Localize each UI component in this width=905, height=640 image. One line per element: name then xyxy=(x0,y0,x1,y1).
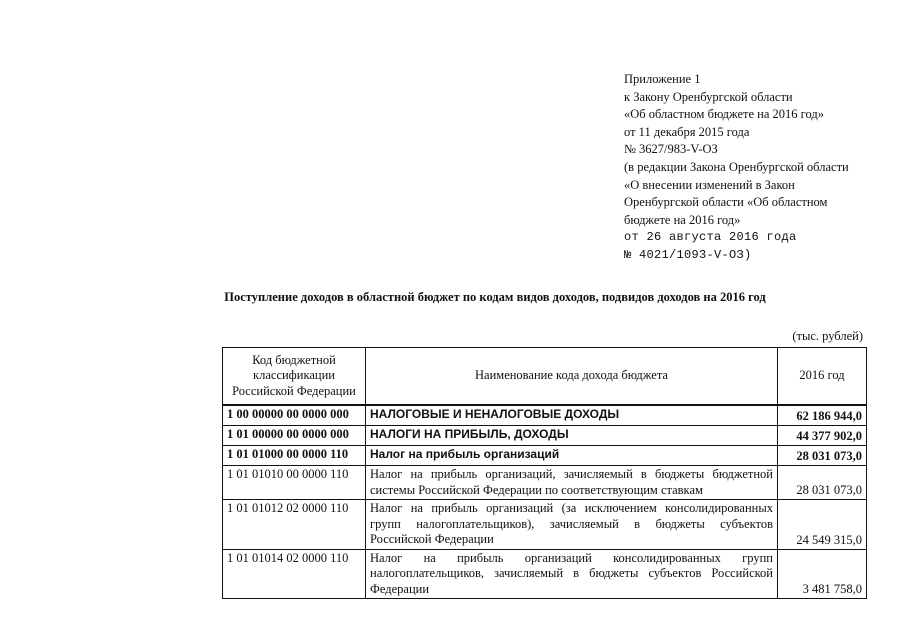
row-amount: 44 377 902,0 xyxy=(778,426,867,446)
table-row xyxy=(223,405,867,426)
header-name: Наименование кода дохода бюджета xyxy=(366,348,778,406)
row-amount: 62 186 944,0 xyxy=(778,405,867,426)
row-code: 1 01 01010 00 0000 110 xyxy=(223,466,366,500)
appendix-line: (в редакции Закона Оренбургской области xyxy=(624,159,849,174)
appendix-line: № 3627/983-V-ОЗ xyxy=(624,142,718,157)
typed-date: от 26 августа 2016 года xyxy=(624,230,797,245)
row-name: НАЛОГОВЫЕ И НЕНАЛОГОВЫЕ ДОХОДЫ xyxy=(366,405,778,426)
table-row xyxy=(223,446,867,466)
row-code: 1 01 01000 00 0000 110 xyxy=(223,446,366,466)
table-row xyxy=(223,426,867,446)
typed-number: № 4021/1093-V-ОЗ) xyxy=(624,247,752,262)
row-name: Налог на прибыль организаций, зачисляемый в бюджеты бюджетной системы Российской Федерации по соответствующим ставкам xyxy=(366,466,778,500)
row-code: 1 01 00000 00 0000 000 xyxy=(223,426,366,446)
appendix-line: бюджете на 2016 год» xyxy=(624,212,741,227)
row-code: 1 00 00000 00 0000 000 xyxy=(223,405,366,426)
table-row xyxy=(223,549,867,599)
appendix-line: Оренбургской области «Об областном xyxy=(624,195,828,210)
row-amount: 24 549 315,0 xyxy=(778,500,867,550)
row-amount: 28 031 073,0 xyxy=(778,466,867,500)
appendix-block xyxy=(624,71,894,265)
row-name: Налог на прибыль организаций консолидированных групп налогоплательщиков, зачисляемый в бюджеты субъектов Российской Федерации xyxy=(366,549,778,599)
header-code: Код бюджетной классификации Российской Федерации xyxy=(223,348,366,406)
row-name: Налог на прибыль организаций xyxy=(366,446,778,466)
header-year: 2016 год xyxy=(778,348,867,406)
row-amount: 28 031 073,0 xyxy=(778,446,867,466)
appendix-line: «О внесении изменений в Закон xyxy=(624,177,795,192)
appendix-line: «Об областном бюджете на 2016 год» xyxy=(624,107,824,122)
units-label: (тыс. рублей) xyxy=(792,329,863,343)
table-row xyxy=(223,500,867,550)
appendix-line: Приложение 1 xyxy=(624,72,701,86)
table-header-row xyxy=(223,348,867,406)
appendix-line: к Закону Оренбургской области xyxy=(624,89,793,104)
appendix-line: от 11 декабря 2015 года xyxy=(624,124,750,139)
row-name: Налог на прибыль организаций (за исключением консолидированных групп налогоплательщиков), зачисляемый в бюджеты субъектов Российской Федерации xyxy=(366,500,778,550)
table-row xyxy=(223,466,867,500)
row-code: 1 01 01012 02 0000 110 xyxy=(223,500,366,550)
row-code: 1 01 01014 02 0000 110 xyxy=(223,549,366,599)
row-name: НАЛОГИ НА ПРИБЫЛЬ, ДОХОДЫ xyxy=(366,426,778,446)
row-amount: 3 481 758,0 xyxy=(778,549,867,599)
budget-table xyxy=(222,347,867,599)
page-title: Поступление доходов в областной бюджет по кодам видов доходов, подвидов доходов на 2016 год xyxy=(224,290,766,304)
